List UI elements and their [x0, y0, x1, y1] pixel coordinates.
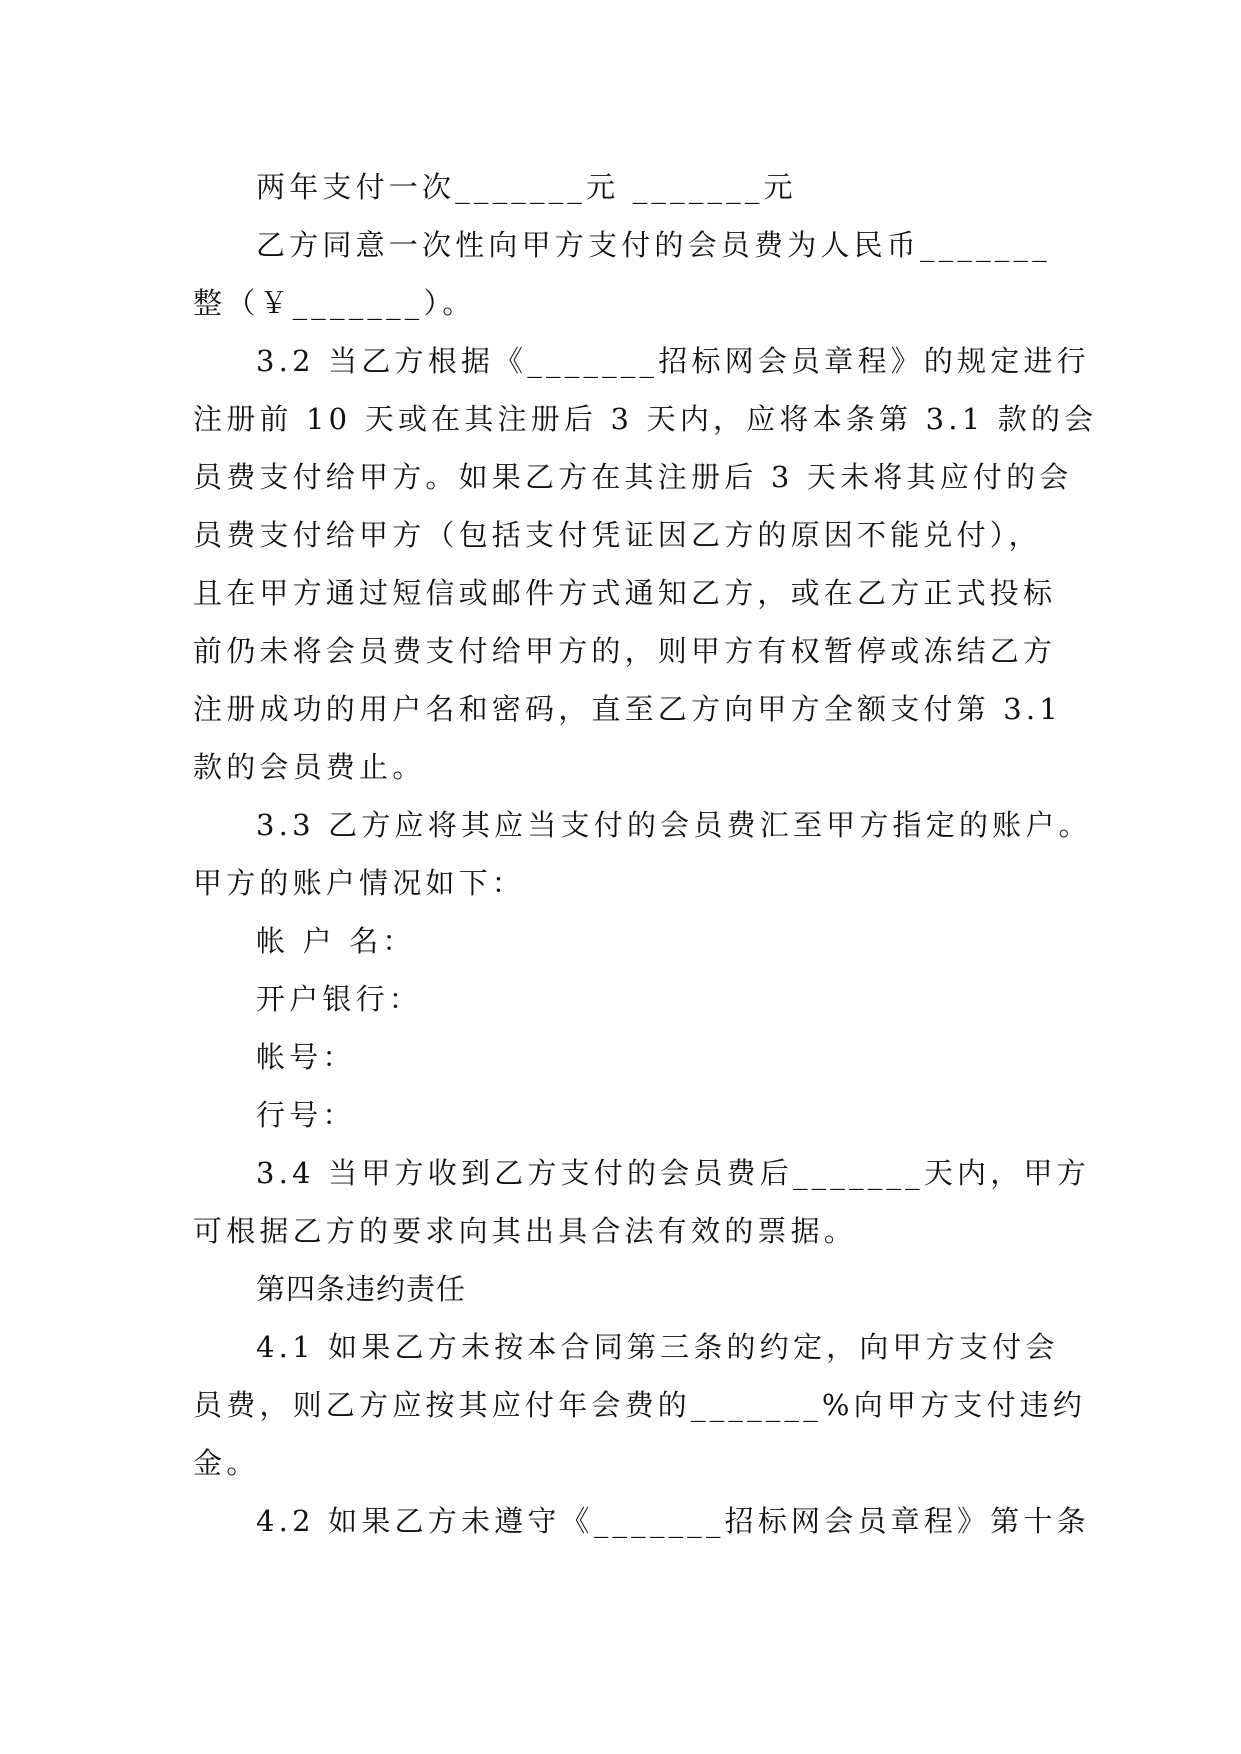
text-line: 可根据乙方的要求向其出具合法有效的票据。	[193, 1214, 858, 1248]
text-line: 金。	[193, 1446, 260, 1480]
text-line: 两年支付一次_______元 _______元	[256, 170, 797, 204]
text-line: 且在甲方通过短信或邮件方式通知乙方，或在乙方正式投标	[193, 576, 1057, 610]
text-line: 3.2 当乙方根据《_______招标网会员章程》的规定进行	[256, 344, 1090, 378]
text-line: 3.3 乙方应将其应当支付的会员费汇至甲方指定的账户。	[256, 808, 1092, 842]
account-number-line	[193, 1028, 1053, 1086]
text-line: 4.1 如果乙方未按本合同第三条的约定，向甲方支付会	[256, 1330, 1059, 1364]
text-line: 乙方同意一次性向甲方支付的会员费为人民币_______	[256, 228, 1051, 262]
text-line: 员费支付给甲方。如果乙方在其注册后 3 天未将其应付的会	[193, 460, 1073, 494]
text-line: 帐号：	[256, 1040, 356, 1074]
paragraph-clause-4-2	[193, 1492, 1090, 1550]
bank-code-line	[193, 1086, 1053, 1144]
bank-name-line	[193, 970, 1053, 1028]
text-line: 款的会员费止。	[193, 750, 426, 784]
text-line: 注册成功的用户名和密码，直至乙方向甲方全额支付第 3.1	[193, 692, 1062, 726]
text-line: 整（￥_______）。	[193, 286, 476, 320]
text-line: 3.4 当甲方收到乙方支付的会员费后_______天内，甲方	[256, 1156, 1090, 1190]
text-line: 注册前 10 天或在其注册后 3 天内，应将本条第 3.1 款的会	[193, 402, 1098, 436]
paragraph-two-year-payment	[193, 158, 1053, 216]
paragraph-clause-4-1	[193, 1318, 1087, 1492]
section-heading: 第四条违约责任	[256, 1272, 467, 1306]
text-line: 帐 户 名：	[256, 924, 416, 958]
text-line: 前仍未将会员费支付给甲方的，则甲方有权暂停或冻结乙方	[193, 634, 1057, 668]
text-line: 行号：	[256, 1098, 356, 1132]
account-name-line	[193, 912, 1053, 970]
text-line: 甲方的账户情况如下：	[193, 866, 526, 900]
paragraph-one-time-fee	[193, 216, 1053, 332]
text-line: 4.2 如果乙方未遵守《_______招标网会员章程》第十条	[256, 1504, 1090, 1538]
article-4-heading	[193, 1260, 1053, 1318]
document-page	[193, 158, 1098, 1550]
paragraph-clause-3-2	[193, 332, 1098, 796]
paragraph-clause-3-3	[193, 796, 1092, 912]
text-line: 员费，则乙方应按其应付年会费的_______%向甲方支付违约	[193, 1388, 1087, 1422]
text-line: 员费支付给甲方（包括支付凭证因乙方的原因不能兑付），	[193, 518, 1042, 552]
text-line: 开户银行：	[256, 982, 423, 1016]
paragraph-clause-3-4	[193, 1144, 1090, 1260]
